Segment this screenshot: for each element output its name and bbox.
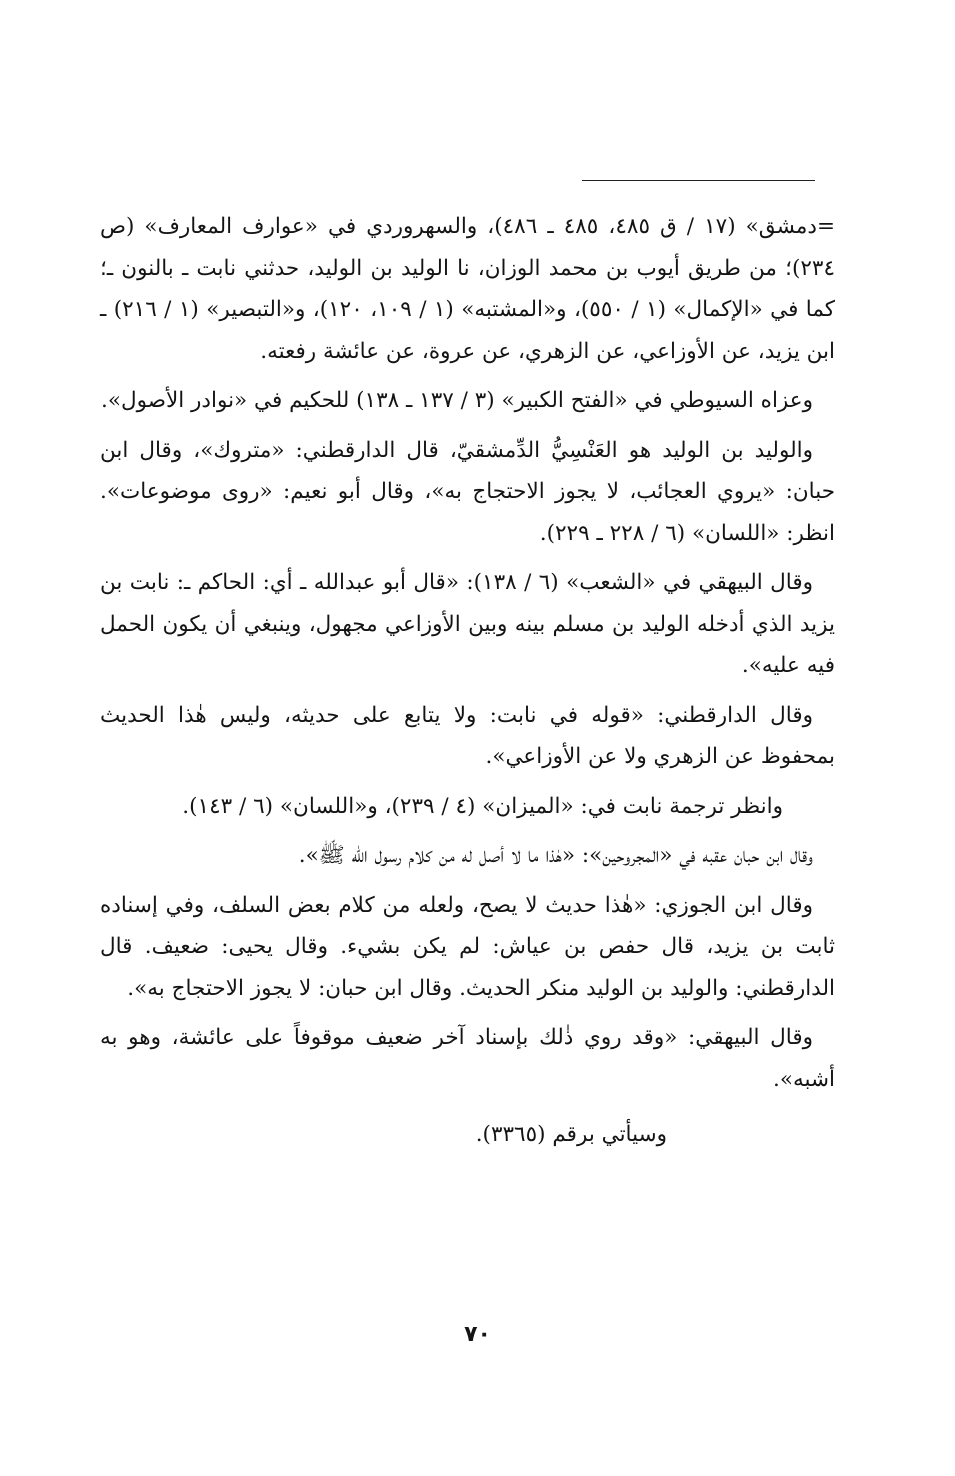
paragraph-4: وقال البيهقي في «الشعب» (٦ / ١٣٨): «قال أبو عبدالله ـ أي: الحاكم ـ: نابت بن يزيد الذي أدخله الوليد بن مسلم بينه وبين الأوزاعي مجهول، وينبغي أن يكون الحمل فيه عليه».	[100, 570, 835, 678]
footnote-text	[100, 206, 835, 1164]
paragraph-2: وعزاه السيوطي في «الفتح الكبير» (٣ / ١٣٧ ـ ١٣٨) للحكيم في «نوادر الأصول».	[100, 388, 813, 413]
paragraph-5: وقال الدارقطني: «قوله في نابت: ولا يتابع على حديثه، وليس هٰذا الحديث بمحفوظ عن الزهري ولا عن الأوزاعي».	[100, 702, 835, 769]
paragraph-3: والوليد بن الوليد هو العَنْسِيُّ الدِّمشقيّ، قال الدارقطني: «متروك»، وقال ابن حبان: «يروي العجائب، لا يجوز الاحتجاج به»، وقال أبو نعيم: «روى موضوعات». انظر: «اللسان» (٦ / ٢٢٨ ـ ٢٢٩).	[100, 437, 835, 546]
paragraph-8: وقال ابن الجوزي: «هٰذا حديث لا يصح، ولعله من كلام بعض السلف، وفي إسناده ثابت بن يزيد، قال حفص بن عياش: لم يكن بشيء. وقال يحيى: ضعيف. قال الدارقطني: والوليد بن الوليد منكر الحديث. وقال ابن حبان: لا يجوز الاحتجاج به».	[100, 892, 835, 1001]
paragraph-6: وانظر ترجمة نابت في: «الميزان» (٤ / ٢٣٩)، و«اللسان» (٦ / ١٤٣).	[182, 793, 783, 819]
page-number: ٧٠	[464, 1322, 491, 1347]
paragraph-9: وقال البيهقي: «وقد روي ذٰلك بإسناد آخر ضعيف موقوفاً على عائشة، وهو به أشبه».	[100, 1025, 835, 1092]
paragraph-7: وقال ابن حبان عقبه في «المجروحين»: «هٰذا ما لا أصل له من كلام رسول الله ﷺ».	[298, 843, 813, 868]
paragraph-10: وسيأتي برقم (٣٣٦٥).	[475, 1122, 667, 1147]
paragraph-1: =دمشق» (١٧ / ق ٤٨٥، ٤٨٥ ـ ٤٨٦)، والسهروردي في «عوارف المعارف» (ص ٢٣٤)؛ من طريق أيوب بن محمد الوزان، نا الوليد بن الوليد، حدثني نابت ـ بالنون ـ؛ كما في «الإكمال» (١ / ٥٥٠)، و«المشتبه» (١ / ١٠٩، ١٢٠)، و«التبصير» (١ / ٢١٦) ـ ابن يزيد، عن الأوزاعي، عن الزهري، عن عروة، عن عائشة رفعته.	[100, 214, 835, 364]
footnote-separator	[582, 180, 815, 181]
